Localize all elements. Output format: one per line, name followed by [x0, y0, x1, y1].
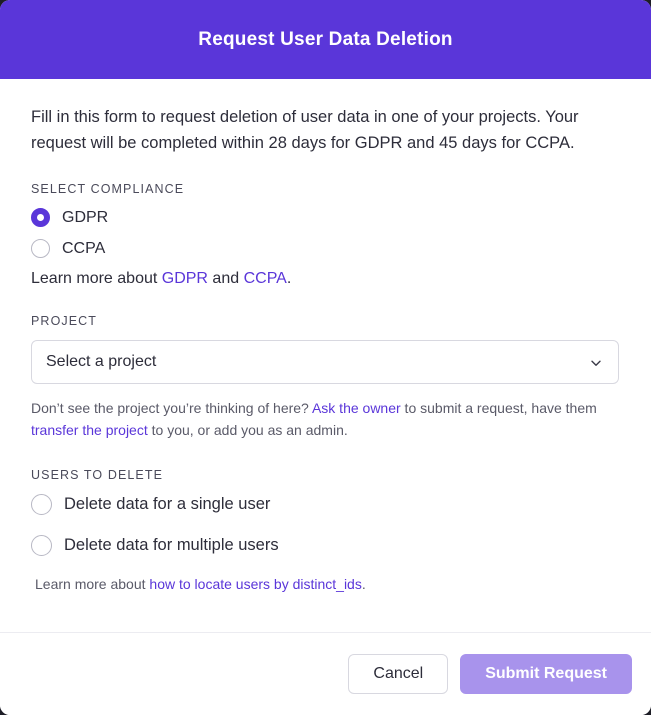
link-gdpr[interactable]: GDPR [161, 270, 208, 288]
submit-request-button[interactable]: Submit Request [460, 654, 632, 694]
project-select-value: Select a project [46, 353, 157, 371]
modal-footer [0, 632, 651, 715]
compliance-learn-suffix: . [286, 270, 292, 288]
radio-ccpa-icon[interactable] [31, 239, 50, 258]
compliance-option-ccpa-label: CCPA [62, 239, 106, 257]
users-option-multiple-label: Delete data for multiple users [64, 535, 279, 554]
modal-body [0, 79, 651, 632]
users-section-label: USERS TO DELETE [31, 467, 164, 482]
project-select[interactable] [31, 340, 619, 384]
compliance-option-ccpa[interactable] [31, 239, 620, 258]
link-transfer-the-project[interactable]: transfer the project [31, 421, 148, 438]
users-option-single[interactable] [31, 494, 620, 515]
intro-text: Fill in this form to request deletion of user data in one of your projects. Your request will be completed within 28 days for GDPR and 45 days for CCPA. [31, 108, 579, 152]
project-hint-suffix: to you, or add you as an admin. [147, 421, 348, 438]
project-section-label: PROJECT [31, 314, 98, 329]
users-option-multiple[interactable] [31, 535, 620, 556]
radio-single-user-icon[interactable] [31, 494, 52, 515]
link-ccpa[interactable]: CCPA [243, 270, 287, 288]
project-hint [31, 398, 611, 441]
compliance-learn-prefix: Learn more about [31, 270, 162, 288]
radio-multiple-users-icon[interactable] [31, 535, 52, 556]
link-locate-users-by-distinct-ids[interactable]: how to locate users by distinct_ids [149, 575, 362, 592]
chevron-down-icon [590, 356, 602, 368]
users-hint [35, 576, 620, 592]
project-hint-prefix: Don’t see the project you’re thinking of here? [31, 400, 312, 417]
compliance-section-label: SELECT COMPLIANCE [31, 182, 185, 197]
users-option-single-label: Delete data for a single user [64, 494, 271, 513]
compliance-learn-more [31, 270, 620, 288]
cancel-button[interactable]: Cancel [348, 654, 448, 694]
radio-gdpr-icon[interactable] [31, 208, 50, 227]
compliance-option-gdpr[interactable] [31, 208, 620, 227]
project-hint-mid: to submit a request, have them [400, 400, 597, 417]
compliance-learn-mid: and [207, 270, 244, 288]
users-hint-prefix: Learn more about [35, 575, 150, 592]
users-hint-suffix: . [361, 575, 366, 592]
compliance-option-gdpr-label: GDPR [62, 208, 109, 226]
modal-header [0, 0, 651, 79]
modal-title: Request User Data Deletion [198, 28, 453, 50]
link-ask-the-owner[interactable]: Ask the owner [311, 400, 401, 417]
